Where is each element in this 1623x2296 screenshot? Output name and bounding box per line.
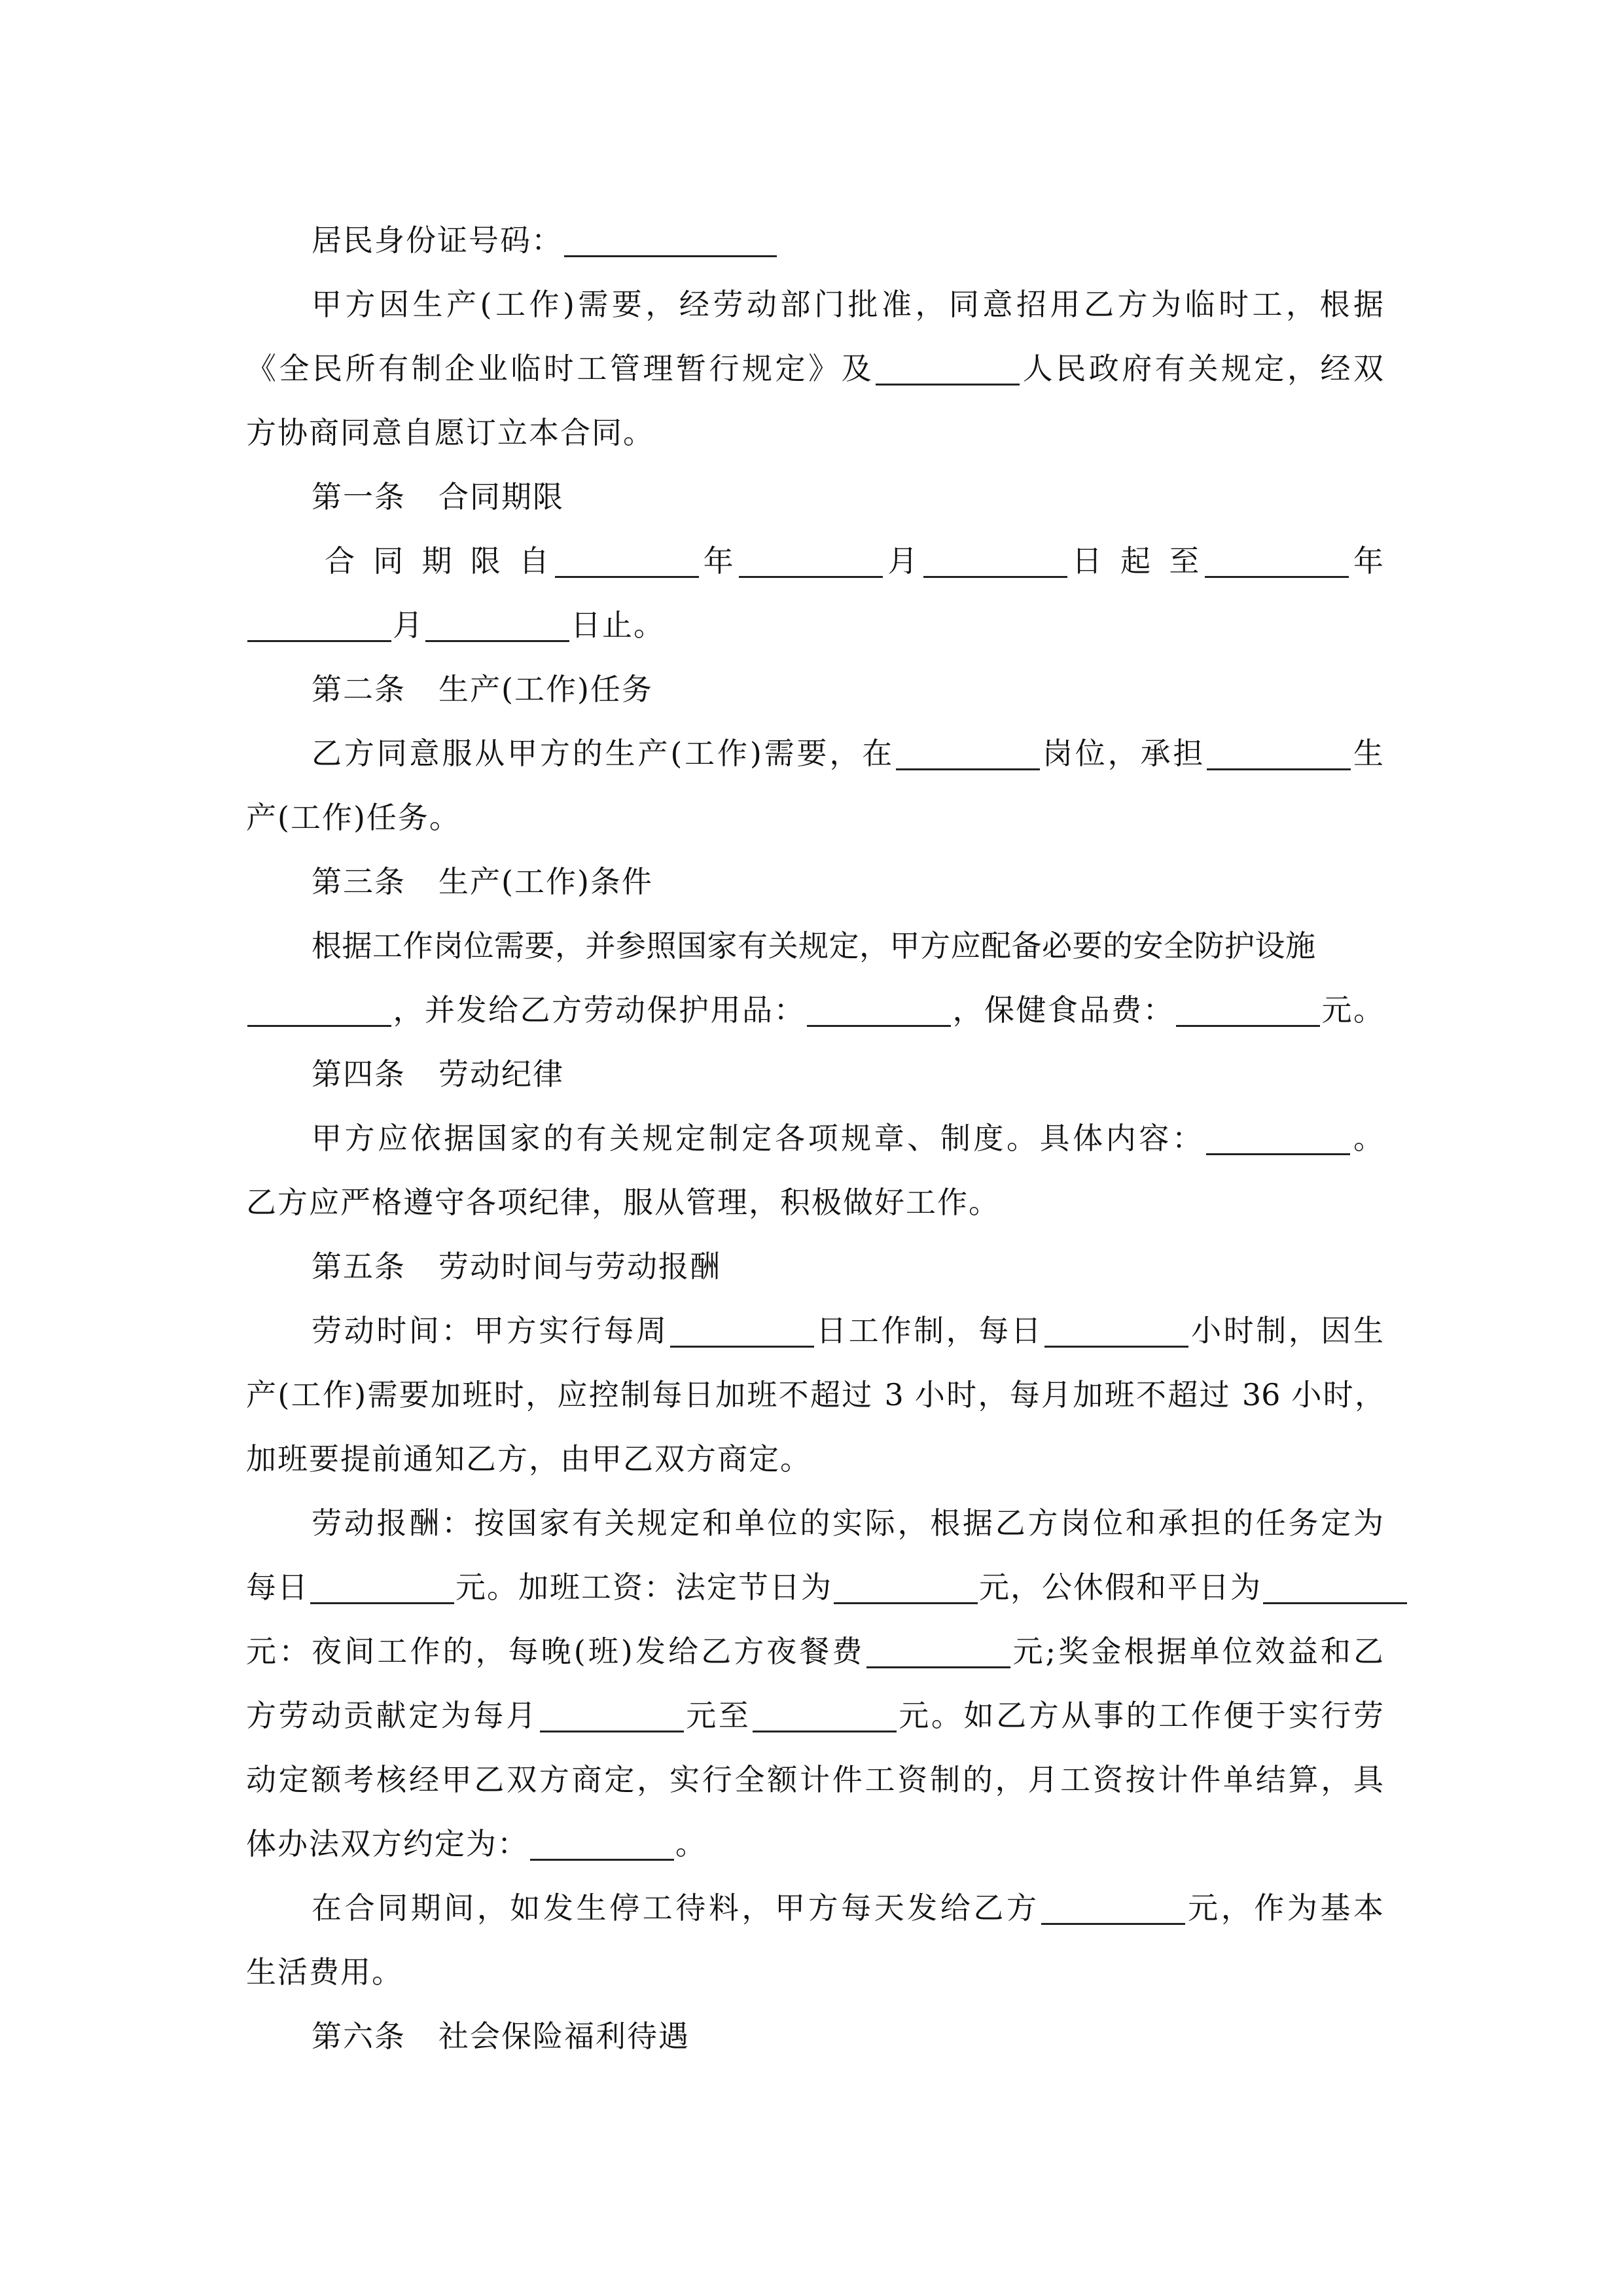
discipline-text-1a: 甲方应依据国家的有关规定制定各项规章、制度。具体内容： [312,1121,1205,1156]
end-year-blank [1205,546,1349,578]
id-number-line [246,208,1385,272]
task-line-2 [246,785,1385,850]
pay-line-4 [246,1683,1385,1748]
term-month-label-1: 月 [884,543,923,579]
holiday-overtime-blank [834,1572,978,1604]
conditions-line-1 [246,914,1385,978]
stoppage-line-2 [246,1940,1385,2004]
section-5-heading [246,1234,1385,1299]
pay-line-1 [246,1491,1385,1555]
pay-text-5: 动定额考核经甲乙双方商定，实行全额计件工资制的，月工资按计件单结算，具 [246,1762,1385,1797]
term-end-label: 日止。 [571,607,665,643]
preamble-text-3: 方协商同意自愿订立本合同。 [246,415,654,450]
conditions-text-2c: 元。 [1321,992,1385,1028]
health-food-fee-blank [1176,995,1320,1027]
discipline-text-1b: 。 [1351,1121,1385,1156]
discipline-line-2 [246,1170,1385,1234]
safety-facilities-blank [247,995,391,1027]
hours-text-1c: 小时制，因生 [1190,1313,1385,1348]
pay-text-4b: 元至 [685,1698,751,1733]
government-blank [876,353,1020,386]
conditions-line-2 [246,978,1385,1042]
weekday-overtime-blank [1263,1572,1407,1604]
section-2-title: 生产(工作)任务 [438,672,653,707]
preamble-line-3 [246,401,1385,465]
pay-text-6a: 体办法双方约定为： [246,1826,529,1861]
preamble-line-1 [246,272,1385,336]
end-month-blank [247,610,391,642]
stoppage-text-1a: 在合同期间，如发生停工待料，甲方每天发给乙方 [312,1890,1040,1926]
pay-text-2b: 元。加班工资：法定节日为 [455,1570,832,1605]
pay-text-3a: 元：夜间工作的，每晚(班)发给乙方夜餐费 [246,1634,865,1669]
hours-line-1 [246,1299,1385,1363]
stoppage-text-2: 生活费用。 [246,1954,403,1990]
section-1-heading [246,465,1385,529]
end-day-blank [425,610,569,642]
preamble-text-2b: 人民政府有关规定，经双 [1021,351,1385,386]
start-month-blank [739,546,883,578]
preamble-line-2 [246,336,1385,401]
term-month-label-2: 月 [393,607,424,643]
pay-text-2a: 每日 [246,1570,309,1605]
hours-line-2 [246,1363,1385,1427]
pay-text-3b: 元;奖金根据单位效益和乙 [1011,1634,1385,1669]
pay-line-5 [246,1748,1385,1812]
section-5-title: 劳动时间与劳动报酬 [438,1249,721,1284]
section-4-number: 第四条 [312,1056,406,1092]
task-text-1b: 岗位，承担 [1041,736,1206,771]
section-6-number: 第六条 [312,2018,406,2054]
preamble-text-2a: 《全民所有制企业临时工管理暂行规定》及 [246,351,875,386]
section-6-title: 社会保险福利待遇 [438,2018,690,2054]
hours-text-1b: 日工作制，每日 [815,1313,1044,1348]
pay-text-4a: 方劳动贡献定为每月 [246,1698,539,1733]
discipline-text-2: 乙方应严格遵守各项纪律，服从管理，积极做好工作。 [246,1185,1000,1220]
start-day-blank [923,546,1067,578]
discipline-line-1 [246,1106,1385,1170]
workdays-per-week-blank [670,1316,814,1348]
term-line-2 [246,593,1385,657]
task-text-2: 产(工作)任务。 [246,800,461,835]
section-4-title: 劳动纪律 [438,1056,564,1092]
section-2-heading [246,657,1385,721]
rules-content-blank [1206,1123,1350,1155]
term-to-label: 日 起 至 [1069,543,1204,579]
daily-wage-blank [310,1572,454,1604]
stoppage-text-1b: 元，作为基本 [1186,1890,1385,1926]
section-3-number: 第三条 [312,864,406,899]
section-2-number: 第二条 [312,672,406,707]
section-3-title: 生产(工作)条件 [438,864,653,899]
section-6-heading [246,2004,1385,2068]
id-number-blank [564,225,777,257]
task-text-1c: 生 [1352,736,1385,771]
id-number-label: 居民身份证号码： [312,223,563,258]
bonus-min-blank [540,1700,684,1732]
hours-text-1a: 劳动时间：甲方实行每周 [312,1313,669,1348]
document-page [246,208,1385,2068]
section-1-number: 第一条 [312,479,406,514]
pay-line-3 [246,1619,1385,1683]
section-5-number: 第五条 [312,1249,406,1284]
pay-line-6 [246,1812,1385,1876]
task-text-1a: 乙方同意服从甲方的生产(工作)需要，在 [312,736,895,771]
hours-line-3 [246,1427,1385,1491]
section-4-heading [246,1042,1385,1106]
pay-text-6b: 。 [675,1826,707,1861]
pay-line-2 [246,1555,1385,1619]
section-1-title: 合同期限 [438,479,564,514]
night-meal-fee-blank [866,1636,1010,1668]
pay-text-2c: 元，公休假和平日为 [979,1570,1262,1605]
hours-per-day-blank [1044,1316,1188,1348]
hours-text-3: 加班要提前通知乙方，由甲乙双方商定。 [246,1441,812,1477]
section-3-heading [246,850,1385,914]
task-line-1 [246,721,1385,785]
conditions-text-1: 根据工作岗位需要，并参照国家有关规定，甲方应配备必要的安全防护设施 [312,928,1316,963]
term-line-1 [246,529,1385,593]
protective-gear-blank [807,995,951,1027]
stoppage-allowance-blank [1041,1893,1185,1925]
piecework-method-blank [530,1829,674,1861]
hours-text-2: 产(工作)需要加班时，应控制每日加班不超过 3 小时，每月加班不超过 36 小时， [246,1377,1385,1412]
preamble-text-1: 甲方因生产(工作)需要，经劳动部门批准，同意招用乙方为临时工，根据 [312,287,1385,322]
post-blank [896,738,1040,770]
term-from-label: 合 同 期 限 自 [325,543,554,579]
pay-text-1: 劳动报酬：按国家有关规定和单位的实际，根据乙方岗位和承担的任务定为 [312,1505,1385,1541]
task-blank [1207,738,1351,770]
stoppage-line-1 [246,1876,1385,1940]
conditions-text-2b: ，保健食品费： [952,992,1175,1028]
conditions-text-2a: ，并发给乙方劳动保护用品： [393,992,806,1028]
start-year-blank [555,546,699,578]
term-year-label-2: 年 [1350,543,1385,579]
pay-text-4c: 元。如乙方从事的工作便于实行劳 [897,1698,1385,1733]
term-year-label-1: 年 [700,543,738,579]
bonus-max-blank [753,1700,897,1732]
